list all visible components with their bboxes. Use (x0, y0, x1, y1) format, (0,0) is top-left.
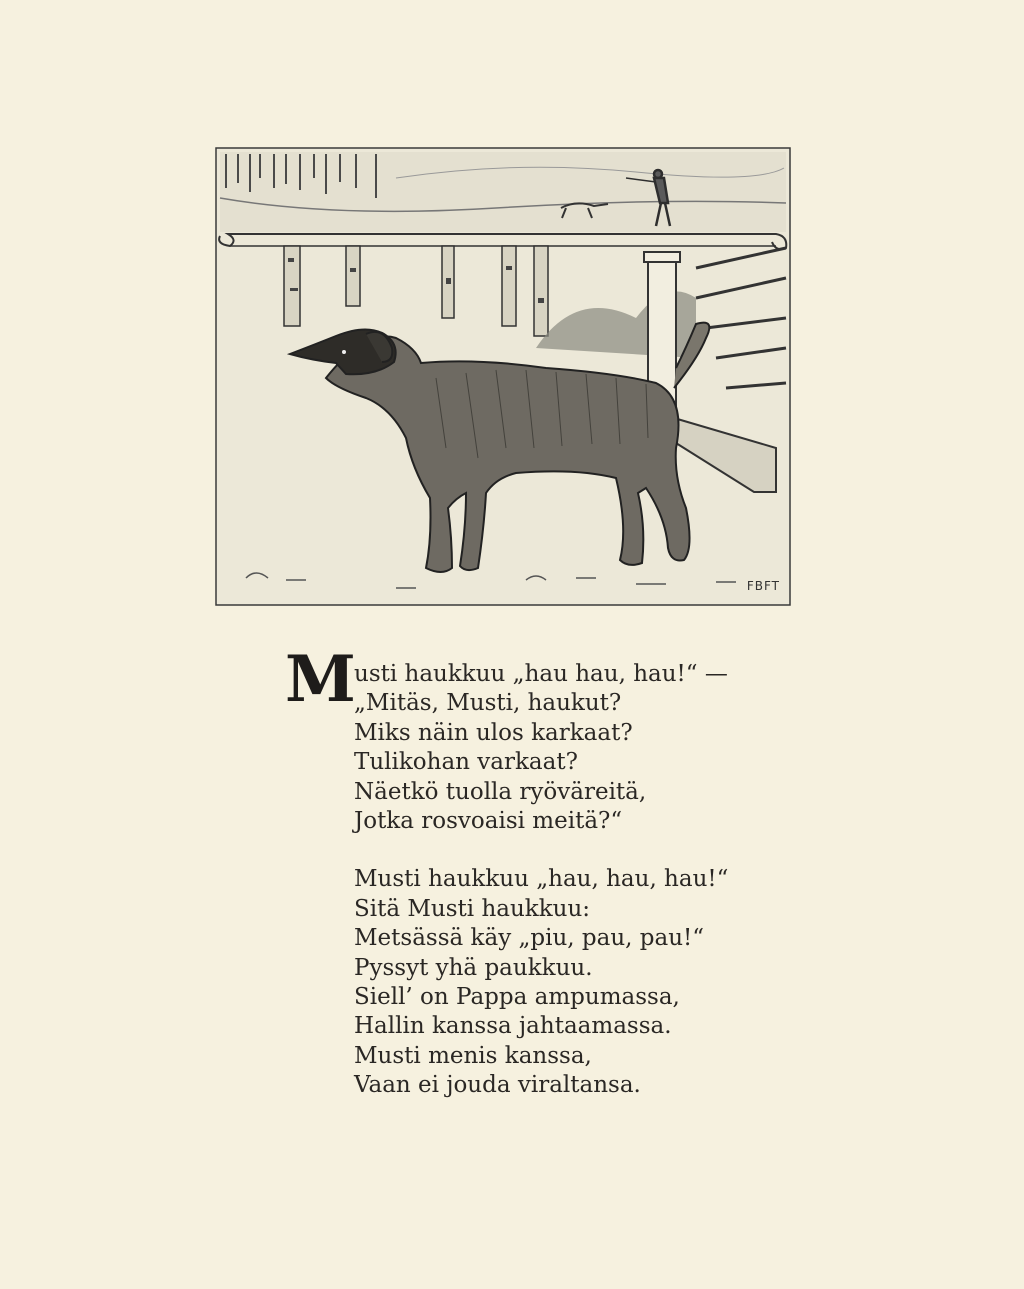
svg-text:M: M (285, 642, 356, 717)
dog-illustration (216, 148, 790, 605)
poem-line: Hallin kanssa jahtaamassa. (354, 1013, 672, 1040)
poem-line: Tulikohan varkaat? (354, 749, 578, 776)
poem-line: Sitä Musti haukkuu: (354, 895, 591, 922)
poem-line-text: usti haukkuu „hau hau, hau!“ — (354, 661, 728, 687)
poem-line: Siell’ on Pappa ampumassa, (354, 984, 680, 1011)
poem-line: Musti menis kanssa, (354, 1042, 592, 1069)
poem-line: Pyssyt yhä paukkuu. (354, 954, 593, 981)
artist-signature: FBFT (746, 579, 780, 593)
stanza-1 (283, 642, 803, 836)
poem-line: Musti haukkuu „hau, hau, hau!“ (354, 866, 729, 893)
drop-cap-ornament (283, 642, 356, 717)
stanza-2 (283, 865, 803, 1100)
poem-line: Metsässä käy „piu, pau, pau!“ (354, 925, 705, 952)
poem (283, 642, 803, 1101)
drop-cap (283, 642, 356, 717)
poem-line: „Mitäs, Musti, haukut? (354, 690, 622, 717)
poem-line: Jotka rosvoaisi meitä?“ (354, 808, 623, 835)
poem-line: Vaan ei jouda viraltansa. (354, 1072, 641, 1099)
illustration-drawing (216, 148, 790, 605)
poem-line: Näetkö tuolla ryöväreitä, (354, 778, 647, 805)
poem-line: Miks näin ulos karkaat? (354, 719, 633, 746)
